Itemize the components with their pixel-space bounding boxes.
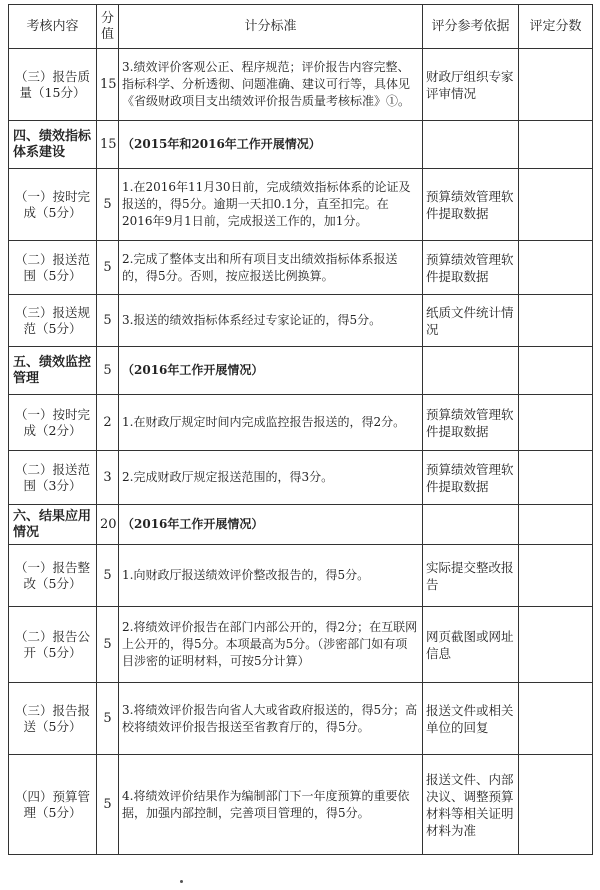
- row-item: （三）报送规范（5分）: [9, 295, 97, 347]
- row-standard: 3.报送的绩效指标体系经过专家论证的，得5分。: [119, 295, 423, 347]
- row-rating: [519, 607, 593, 683]
- row-reference: 预算绩效管理软件提取数据: [423, 169, 519, 241]
- row-reference: 财政厅组织专家评审情况: [423, 49, 519, 121]
- table-row: [9, 607, 593, 683]
- row-item: 四、绩效指标体系建设: [9, 121, 97, 169]
- row-rating: [519, 347, 593, 395]
- row-rating: [519, 545, 593, 607]
- row-item: （四）预算管理（5分）: [9, 755, 97, 855]
- scoring-table: [8, 4, 593, 855]
- row-score: 3: [97, 451, 119, 505]
- row-rating: [519, 755, 593, 855]
- row-score: 5: [97, 347, 119, 395]
- row-item: （一）按时完成（5分）: [9, 169, 97, 241]
- header-rating: 评定分数: [519, 5, 593, 49]
- row-item: 六、结果应用情况: [9, 505, 97, 545]
- row-reference: 报送文件、内部决议、调整预算材料等相关证明材料为准: [423, 755, 519, 855]
- header-item: 考核内容: [9, 5, 97, 49]
- row-rating: [519, 49, 593, 121]
- header-standard: 计分标准: [119, 5, 423, 49]
- table-section-row: [9, 121, 593, 169]
- row-reference: 报送文件或相关单位的回复: [423, 683, 519, 755]
- row-score: 5: [97, 169, 119, 241]
- row-reference: 预算绩效管理软件提取数据: [423, 395, 519, 451]
- row-reference: [423, 347, 519, 395]
- table-row: [9, 545, 593, 607]
- row-standard: 3.将绩效评价报告向省人大或省政府报送的，得5分；高校将绩效评价报告报送至省教育厅的，得5分。: [119, 683, 423, 755]
- table-section-row: [9, 505, 593, 545]
- row-item: （一）报告整改（5分）: [9, 545, 97, 607]
- row-reference: 实际提交整改报告: [423, 545, 519, 607]
- row-rating: [519, 683, 593, 755]
- row-score: 5: [97, 241, 119, 295]
- row-reference: 纸质文件统计情况: [423, 295, 519, 347]
- row-rating: [519, 121, 593, 169]
- row-item: （三）报告质量（15分）: [9, 49, 97, 121]
- row-rating: [519, 169, 593, 241]
- row-standard: 2.完成了整体支出和所有项目支出绩效指标体系报送的，得5分。否则，按应报送比例换算。: [119, 241, 423, 295]
- row-standard: 2.完成财政厅规定报送范围的，得3分。: [119, 451, 423, 505]
- row-item: （二）报送范围（5分）: [9, 241, 97, 295]
- row-score: 2: [97, 395, 119, 451]
- row-score: 5: [97, 545, 119, 607]
- table-section-row: [9, 347, 593, 395]
- row-reference: 预算绩效管理软件提取数据: [423, 451, 519, 505]
- row-reference: 网页截图或网址信息: [423, 607, 519, 683]
- row-standard: （2016年工作开展情况）: [119, 505, 423, 545]
- row-rating: [519, 395, 593, 451]
- row-rating: [519, 241, 593, 295]
- row-item: （二）报告公开（5分）: [9, 607, 97, 683]
- row-rating: [519, 505, 593, 545]
- table-row: [9, 295, 593, 347]
- row-standard: 1.在财政厅规定时间内完成监控报告报送的，得2分。: [119, 395, 423, 451]
- header-reference: 评分参考依据: [423, 5, 519, 49]
- table-row: [9, 49, 593, 121]
- table-row: [9, 241, 593, 295]
- row-rating: [519, 451, 593, 505]
- row-item: （一）按时完成（2分）: [9, 395, 97, 451]
- row-score: 5: [97, 683, 119, 755]
- row-standard: （2015年和2016年工作开展情况）: [119, 121, 423, 169]
- row-item: 五、绩效监控管理: [9, 347, 97, 395]
- table-row: [9, 755, 593, 855]
- row-item: （二）报送范围（3分）: [9, 451, 97, 505]
- row-standard: （2016年工作开展情况）: [119, 347, 423, 395]
- table-row: [9, 395, 593, 451]
- scan-speck: [180, 880, 183, 883]
- row-standard: 3.绩效评价客观公正、程序规范；评价报告内容完整、指标科学、分析透彻、问题准确、建议可行等，具体见《省级财政项目支出绩效评价报告质量考核标准》①。: [119, 49, 423, 121]
- row-standard: 2.将绩效评价报告在部门内部公开的，得2分；在互联网上公开的，得5分。本项最高为5分。（涉密部门如有项目涉密的证明材料，可按5分计算）: [119, 607, 423, 683]
- row-score: 20: [97, 505, 119, 545]
- row-score: 5: [97, 755, 119, 855]
- table-row: [9, 683, 593, 755]
- row-score: 15: [97, 121, 119, 169]
- row-standard: 1.在2016年11月30日前，完成绩效指标体系的论证及报送的，得5分。逾期一天扣0.1分，直至扣完。在2016年9月1日前，完成报送工作的，加1分。: [119, 169, 423, 241]
- row-reference: [423, 121, 519, 169]
- row-score: 5: [97, 607, 119, 683]
- row-item: （三）报告报送（5分）: [9, 683, 97, 755]
- row-rating: [519, 295, 593, 347]
- row-score: 5: [97, 295, 119, 347]
- row-reference: [423, 505, 519, 545]
- row-score: 15: [97, 49, 119, 121]
- row-reference: 预算绩效管理软件提取数据: [423, 241, 519, 295]
- row-standard: 1.向财政厅报送绩效评价整改报告的，得5分。: [119, 545, 423, 607]
- table-row: [9, 451, 593, 505]
- table-header-row: [9, 5, 593, 49]
- table-row: [9, 169, 593, 241]
- row-standard: 4.将绩效评价结果作为编制部门下一年度预算的重要依据，加强内部控制，完善项目管理的，得5分。: [119, 755, 423, 855]
- header-score: 分值: [97, 5, 119, 49]
